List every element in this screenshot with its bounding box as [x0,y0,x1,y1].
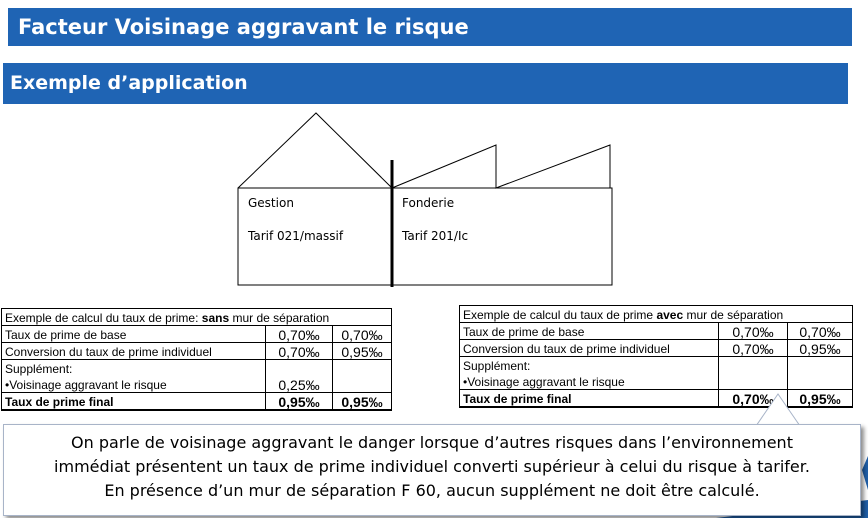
caption-prefix: Exemple de calcul du taux de prime [463,308,657,322]
caption-keyword: avec [656,308,684,322]
row-label: Conversion du taux de prime individuel [460,340,719,357]
row-value: 0,70‰ [266,326,333,343]
section-title: Exemple d’application [3,63,848,104]
row-value: 0,70‰ [788,323,853,340]
right-building-name: Fonderie [402,196,455,210]
caption-suffix: mur de séparation [229,311,330,325]
page-title: Facteur Voisinage aggravant le risque [8,8,852,46]
row-value: 0,70‰ [719,323,788,340]
final-value: 0,95‰ [266,393,333,411]
final-label: Taux de prime final [2,393,266,411]
row-value: 0,70‰ [719,340,788,357]
right-edge-marker [862,456,868,490]
row-label: Conversion du taux de prime individuel [2,343,266,360]
right-building-tariff: Tarif 201/Ic [402,229,469,243]
caption-suffix: mur de séparation [683,308,784,322]
caption-keyword: sans [201,311,230,325]
supplement-item: •Voisinage aggravant le risque [460,373,719,390]
row-value: 0,70‰ [266,343,333,360]
row-value: 0,95‰ [788,340,853,357]
final-label: Taux de prime final [460,390,719,408]
supplement-item: •Voisinage aggravant le risque [2,376,266,393]
caption-prefix: Exemple de calcul du taux de prime: [5,311,202,325]
supplement-label: Supplément: [2,360,266,377]
row-value: 0,25‰ [266,376,333,393]
left-building-tariff: Tarif 021/massif [248,229,344,243]
info-callout [3,424,861,516]
final-value: 0,70‰ [719,390,788,408]
callout-line: On parle de voisinage aggravant le danger lorsque d’autres risques dans l’environnement [71,433,793,452]
row-label: Taux de prime de base [2,326,266,343]
left-building-name: Gestion [248,196,294,210]
supplement-label: Supplément: [460,357,719,374]
final-value: 0,95‰ [788,390,853,408]
callout-line: En présence d’un mur de séparation F 60, aucun supplément ne doit être calculé. [104,481,760,500]
row-value: 0,95‰ [333,343,392,360]
final-value: 0,95‰ [333,393,392,411]
row-value: 0,70‰ [333,326,392,343]
callout-line: immédiat présentent un taux de prime individuel converti supérieur à celui du risque à tarifer. [54,457,810,476]
row-label: Taux de prime de base [460,323,719,340]
